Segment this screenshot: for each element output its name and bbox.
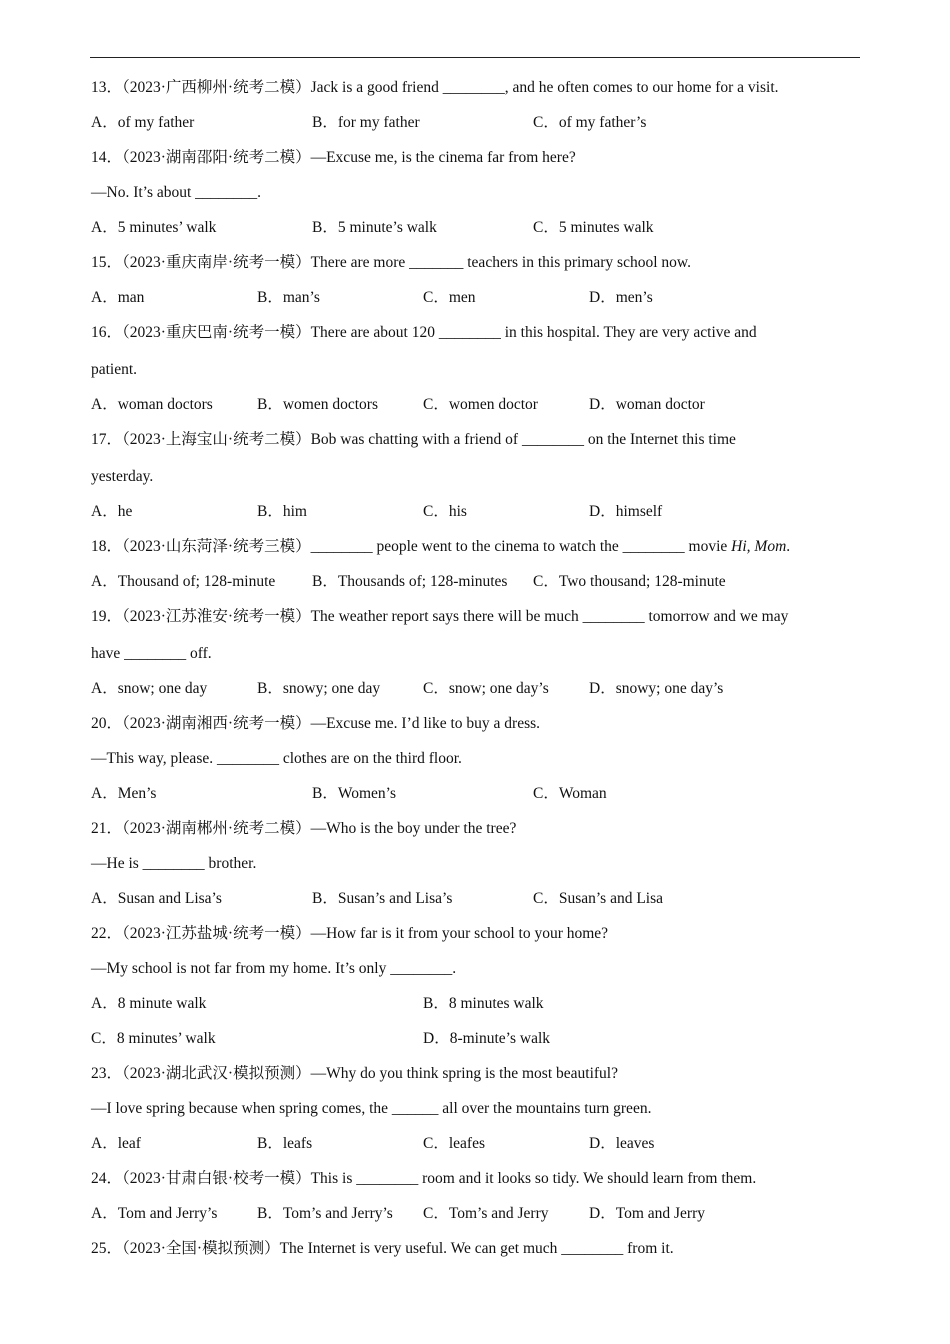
question-23-line2: —I love spring because when spring comes, the ______ all over the mountains turn green. xyxy=(91,1100,652,1117)
q13-option-c[interactable]: C．of my father’s xyxy=(533,114,647,131)
q23-option-c[interactable]: C．leafes xyxy=(423,1135,485,1152)
q16-option-c[interactable]: C．women doctor xyxy=(423,396,538,413)
q24-option-a[interactable]: A．Tom and Jerry’s xyxy=(91,1205,218,1222)
q15-option-c[interactable]: C．men xyxy=(423,289,476,306)
question-14-stem: 14．（2023·湖南邵阳·统考二模）—Excuse me, is the cinema far from here? xyxy=(91,149,576,166)
q17-option-c[interactable]: C．his xyxy=(423,503,467,520)
q21-option-a[interactable]: A．Susan and Lisa’s xyxy=(91,890,222,907)
question-17-line2: yesterday. xyxy=(91,468,154,485)
q19-option-a[interactable]: A．snow; one day xyxy=(91,680,208,697)
q24-option-c[interactable]: C．Tom’s and Jerry xyxy=(423,1205,549,1222)
q22-option-a[interactable]: A．8 minute walk xyxy=(91,995,207,1012)
q16-option-a[interactable]: A．woman doctors xyxy=(91,396,213,413)
q22-option-c[interactable]: C．8 minutes’ walk xyxy=(91,1030,216,1047)
question-21-stem: 21．（2023·湖南郴州·统考二模）—Who is the boy under the tree? xyxy=(91,820,517,837)
q13-option-b[interactable]: B．for my father xyxy=(312,114,420,131)
q21-option-b[interactable]: B．Susan’s and Lisa’s xyxy=(312,890,453,907)
q24-option-d[interactable]: D．Tom and Jerry xyxy=(589,1205,706,1222)
q18-option-a[interactable]: A．Thousand of; 128-minute xyxy=(91,573,276,590)
q20-option-b[interactable]: B．Women’s xyxy=(312,785,397,802)
q15-option-d[interactable]: D．men’s xyxy=(589,289,653,306)
q18-option-b[interactable]: B．Thousands of; 128-minutes xyxy=(312,573,508,590)
question-22-stem: 22．（2023·江苏盐城·统考一模）—How far is it from your school to your home? xyxy=(91,925,609,942)
question-19-stem: 19．（2023·江苏淮安·统考一模）The weather report says there will be much ________ tomorrow and we may xyxy=(91,608,789,625)
q21-option-c[interactable]: C．Susan’s and Lisa xyxy=(533,890,664,907)
q16-option-d[interactable]: D．woman doctor xyxy=(589,396,705,413)
question-21-line2: —He is ________ brother. xyxy=(91,855,257,872)
q17-option-b[interactable]: B．him xyxy=(257,503,307,520)
q17-option-a[interactable]: A．he xyxy=(91,503,133,520)
q24-option-b[interactable]: B．Tom’s and Jerry’s xyxy=(257,1205,393,1222)
q14-option-c[interactable]: C．5 minutes walk xyxy=(533,219,654,236)
question-14-line2: —No. It’s about ________. xyxy=(91,184,262,201)
q22-option-d[interactable]: D．8-minute’s walk xyxy=(423,1030,551,1047)
question-16-stem: 16．（2023·重庆巴南·统考一模）There are about 120 ________ in this hospital. They are very active and xyxy=(91,324,757,341)
q22-option-b[interactable]: B．8 minutes walk xyxy=(423,995,544,1012)
q20-option-c[interactable]: C．Woman xyxy=(533,785,607,802)
q23-option-a[interactable]: A．leaf xyxy=(91,1135,141,1152)
question-16-line2: patient. xyxy=(91,361,138,378)
q19-option-d[interactable]: D．snowy; one day’s xyxy=(589,680,724,697)
q13-option-a[interactable]: A．of my father xyxy=(91,114,195,131)
q14-option-a[interactable]: A．5 minutes’ walk xyxy=(91,219,217,236)
q23-option-b[interactable]: B．leafs xyxy=(257,1135,313,1152)
q16-option-b[interactable]: B．women doctors xyxy=(257,396,378,413)
q15-option-a[interactable]: A．man xyxy=(91,289,145,306)
q20-option-a[interactable]: A．Men’s xyxy=(91,785,157,802)
q18-option-c[interactable]: C．Two thousand; 128-minute xyxy=(533,573,726,590)
q19-option-b[interactable]: B．snowy; one day xyxy=(257,680,381,697)
question-18-stem: 18．（2023·山东菏泽·统考三模）________ people went to the cinema to watch the ________ movie Hi, Mom. xyxy=(91,538,791,555)
question-20-stem: 20．（2023·湖南湘西·统考一模）—Excuse me. I’d like to buy a dress. xyxy=(91,715,541,732)
question-20-line2: —This way, please. ________ clothes are on the third floor. xyxy=(91,750,462,767)
q19-option-c[interactable]: C．snow; one day’s xyxy=(423,680,549,697)
question-25-stem: 25．（2023·全国·模拟预测）The Internet is very useful. We can get much ________ from it. xyxy=(91,1240,674,1257)
question-19-line2: have ________ off. xyxy=(91,645,212,662)
question-24-stem: 24．（2023·甘肃白银·校考一模）This is ________ room and it looks so tidy. We should learn from them. xyxy=(91,1170,757,1187)
q17-option-d[interactable]: D．himself xyxy=(589,503,663,520)
question-13-stem: 13．（2023·广西柳州·统考二模）Jack is a good friend ________, and he often comes to our home for a visit. xyxy=(91,79,779,96)
question-15-stem: 15．（2023·重庆南岸·统考一模）There are more _______ teachers in this primary school now. xyxy=(91,254,691,271)
q23-option-d[interactable]: D．leaves xyxy=(589,1135,655,1152)
question-23-stem: 23．（2023·湖北武汉·模拟预测）—Why do you think spring is the most beautiful? xyxy=(91,1065,618,1082)
header-rule xyxy=(90,57,860,58)
question-17-stem: 17．（2023·上海宝山·统考二模）Bob was chatting with a friend of ________ on the Internet this time xyxy=(91,431,736,448)
q14-option-b[interactable]: B．5 minute’s walk xyxy=(312,219,437,236)
question-22-line2: —My school is not far from my home. It’s only ________. xyxy=(91,960,457,977)
q15-option-b[interactable]: B．man’s xyxy=(257,289,320,306)
